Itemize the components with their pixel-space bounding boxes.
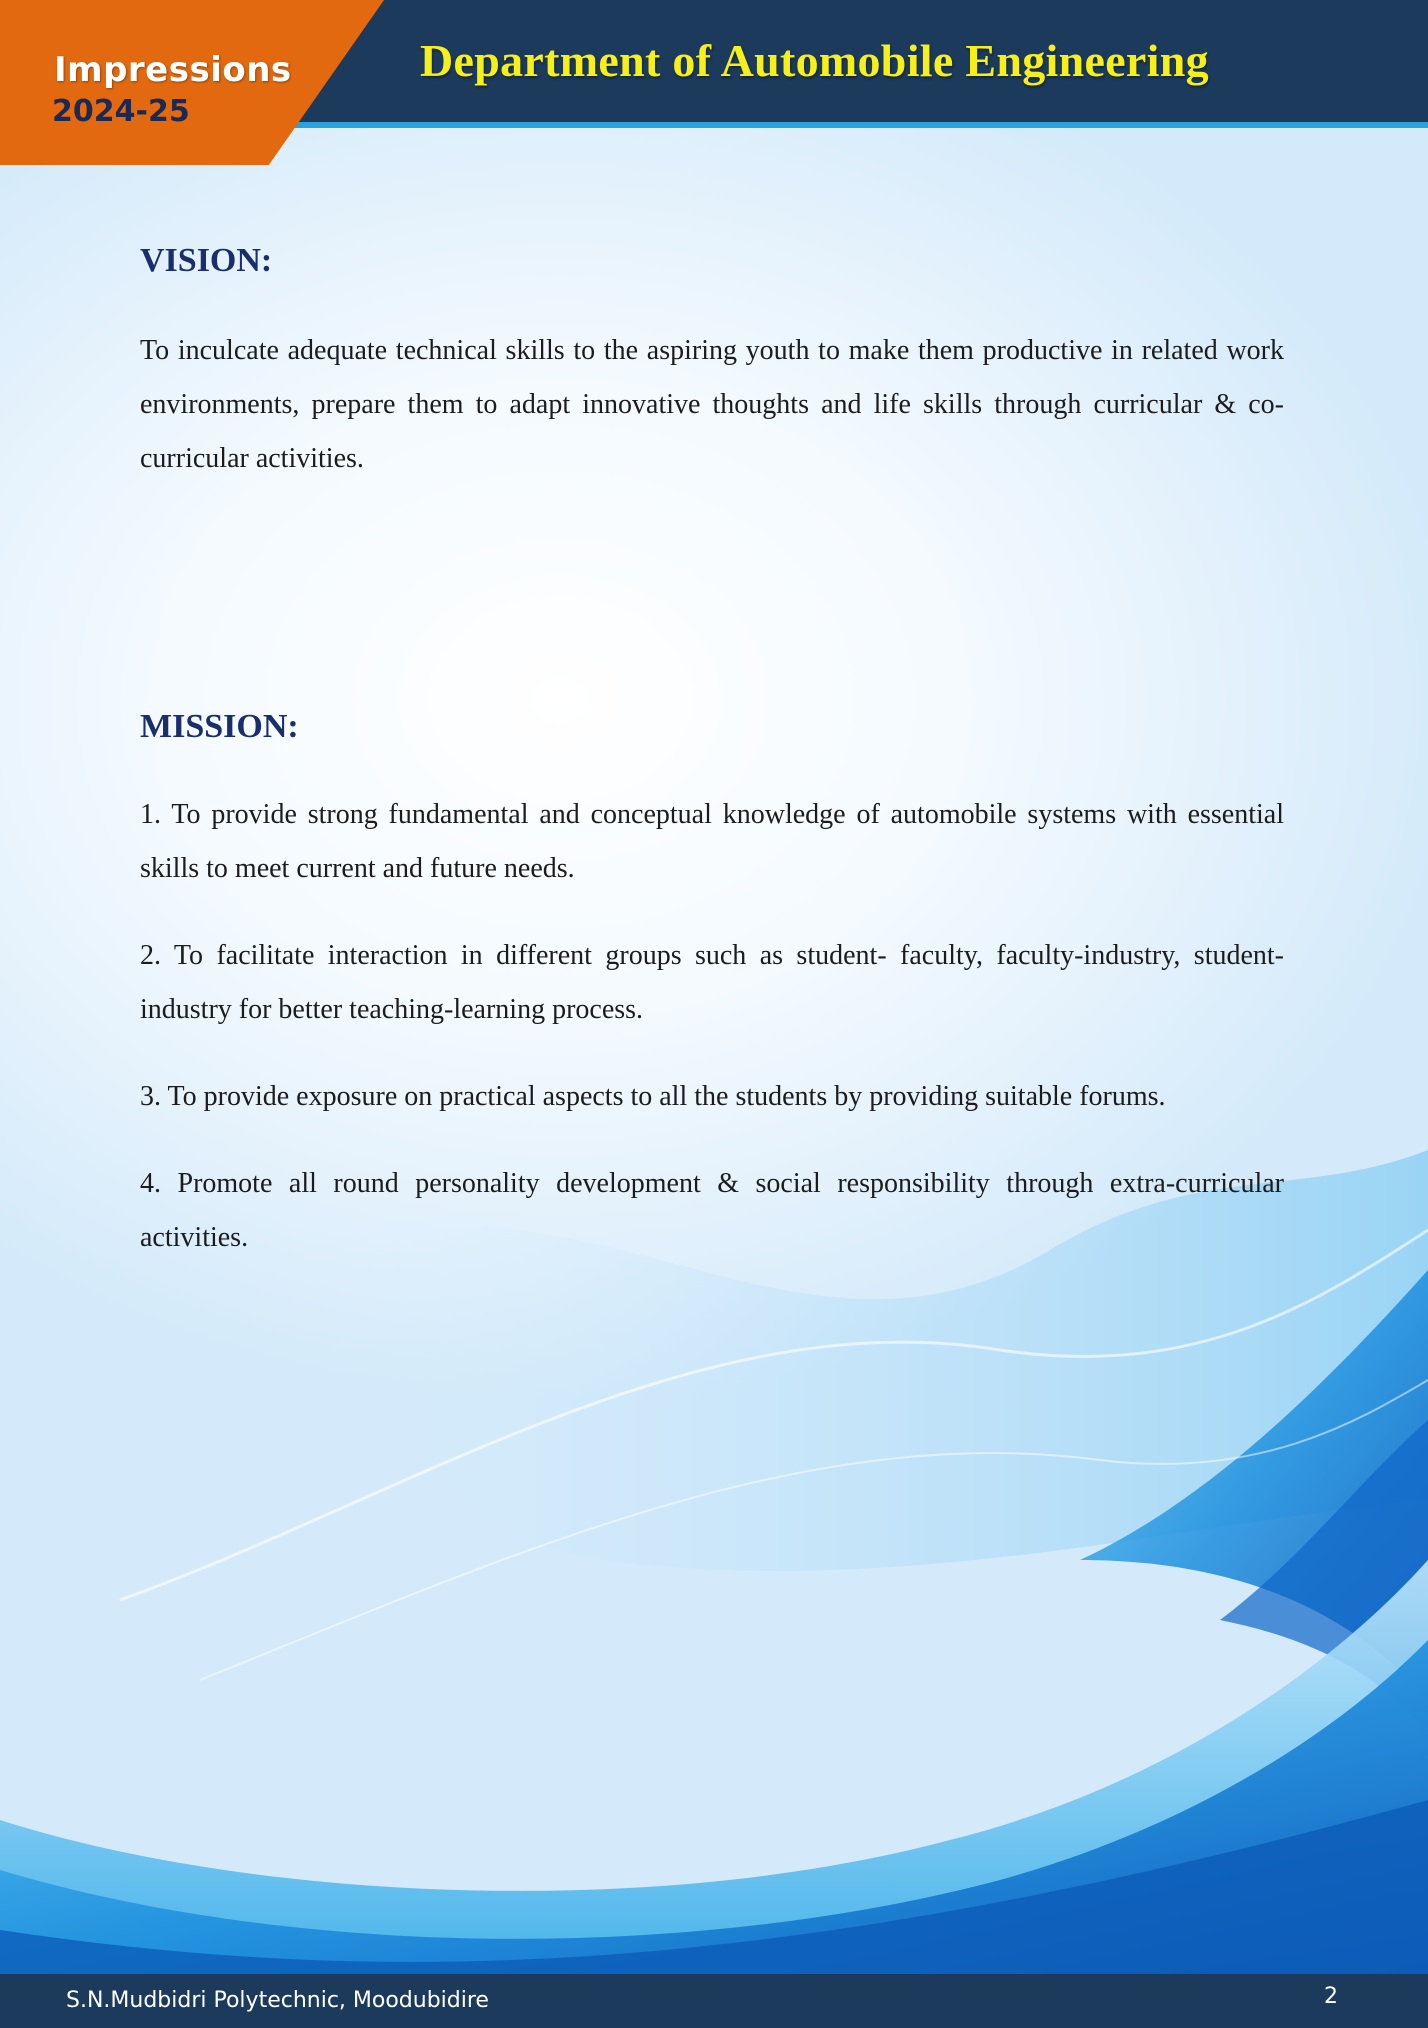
vision-text: To inculcate adequate technical skills to the aspiring youth to make them productive in related work environments, prepare them to adapt innovative thoughts and life skills through curricular & co-curricular activities. xyxy=(140,335,1284,474)
tab-title: Impressions xyxy=(54,50,292,90)
footer-institution: S.N.Mudbidri Polytechnic, Moodubidire xyxy=(66,1988,489,2013)
page-number: 2 xyxy=(1324,1984,1338,2009)
mission-list xyxy=(140,788,1284,1298)
mission-item: 2. To facilitate interaction in different groups such as student- faculty, faculty-industry, student- industry for better teaching-learning process. xyxy=(140,940,1284,1025)
tab-year: 2024-25 xyxy=(52,94,190,129)
mission-item: 4. Promote all round personality development & social responsibility through extra-curricular activities. xyxy=(140,1168,1284,1253)
mission-item: 1. To provide strong fundamental and conceptual knowledge of automobile systems with essential skills to meet current and future needs. xyxy=(140,799,1284,884)
mission-item: 3. To provide exposure on practical aspects to all the students by providing suitable forums. xyxy=(140,1081,1166,1112)
page-title: Department of Automobile Engineering xyxy=(420,35,1209,86)
vision-heading: VISION: xyxy=(140,242,273,279)
mission-heading: MISSION: xyxy=(140,708,299,745)
footer-bar xyxy=(0,1974,1428,2028)
